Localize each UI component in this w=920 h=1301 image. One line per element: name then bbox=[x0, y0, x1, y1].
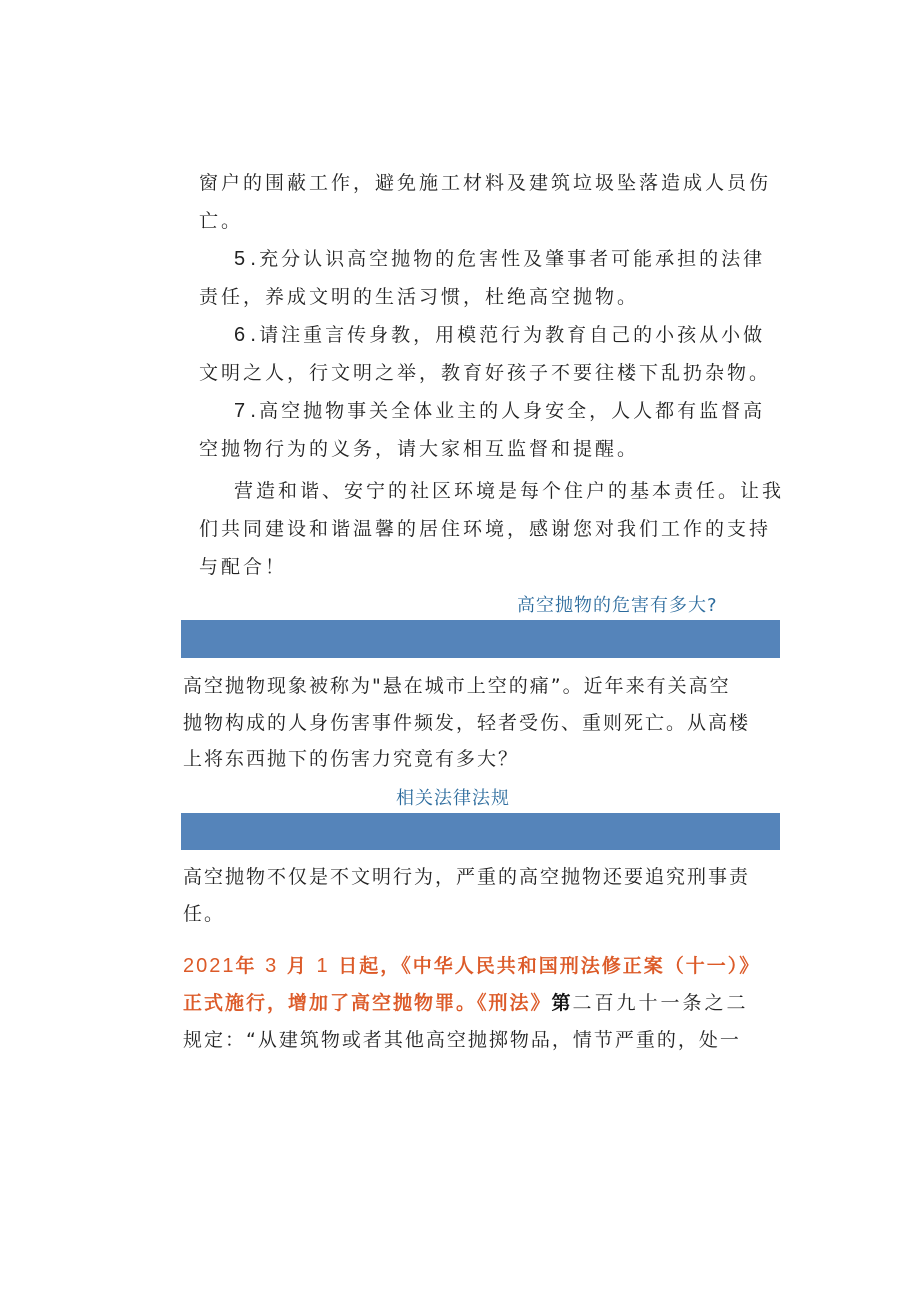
harm-line3: 上将东西抛下的伤害力究竟有多大？ bbox=[183, 748, 520, 770]
item5-text: .充分认识高空抛物的危害性及肇事者可能承担的法律 bbox=[250, 248, 766, 270]
closing-line2: 们共同建设和谐温馨的居住环境，感谢您对我们工作的支持 bbox=[199, 518, 772, 540]
harm-line1: 高空抛物现象被称为"悬在城市上空的痛”。近年来有关高空 bbox=[183, 675, 731, 697]
law-text-c: 日起，《中华人民共和国刑法修正案（十一）》 bbox=[338, 955, 761, 977]
law-intro-line2: 任。 bbox=[183, 903, 226, 925]
harm-divider-bar bbox=[181, 620, 780, 658]
item7-number: 7 bbox=[234, 400, 249, 422]
item7-line1 bbox=[234, 398, 765, 424]
item5-number: 5 bbox=[234, 248, 249, 270]
law-text-a: 年 bbox=[235, 955, 257, 977]
item6-text: .请注重言传身教，用模范行为教育自己的小孩从小做 bbox=[250, 324, 766, 346]
law-line2-rest: 二百九十一条之二 bbox=[572, 992, 749, 1014]
law-effective-line1 bbox=[183, 953, 760, 979]
closing-line3: 与配合！ bbox=[199, 556, 288, 578]
law-year: 2021 bbox=[183, 955, 236, 977]
item7-line2: 空抛物行为的义务，请大家相互监督和提醒。 bbox=[199, 438, 640, 460]
law-text-b: 月 bbox=[286, 955, 308, 977]
item6-line2: 文明之人，行文明之举，教育好孩子不要往楼下乱扔杂物。 bbox=[199, 362, 772, 384]
law-line3: 规定：“从建筑物或者其他高空抛掷物品，情节严重的，处一 bbox=[183, 1029, 741, 1051]
law-divider-bar bbox=[181, 813, 780, 850]
law-line2-bold: 第 bbox=[551, 992, 573, 1014]
law-effective-line2 bbox=[183, 990, 749, 1016]
law-heading: 相关法律法规 bbox=[396, 788, 510, 809]
harm-heading: 高空抛物的危害有多大? bbox=[517, 595, 718, 616]
item4-line1: 窗户的围蔽工作，避免施工材料及建筑垃圾坠落造成人员伤 bbox=[199, 172, 772, 194]
item4-line2: 亡。 bbox=[199, 210, 244, 232]
law-intro-line1: 高空抛物不仅是不文明行为，严重的高空抛物还要追究刑事责 bbox=[183, 866, 751, 888]
item6-number: 6 bbox=[234, 324, 249, 346]
item6-line1 bbox=[234, 322, 765, 348]
law-month: 3 bbox=[265, 955, 279, 977]
harm-line2: 抛物构成的人身伤害事件频发，轻者受伤、重则死亡。从高楼 bbox=[183, 712, 751, 734]
law-day: 1 bbox=[316, 955, 330, 977]
closing-line1: 营造和谐、安宁的社区环境是每个住户的基本责任。让我 bbox=[234, 480, 785, 502]
item5-line1 bbox=[234, 246, 765, 272]
item7-text: .高空抛物事关全体业主的人身安全，人人都有监督高 bbox=[250, 400, 766, 422]
item5-line2: 责任，养成文明的生活习惯，杜绝高空抛物。 bbox=[199, 286, 640, 308]
law-line2-red: 正式施行，增加了高空抛物罪。《刑法》 bbox=[183, 992, 552, 1014]
